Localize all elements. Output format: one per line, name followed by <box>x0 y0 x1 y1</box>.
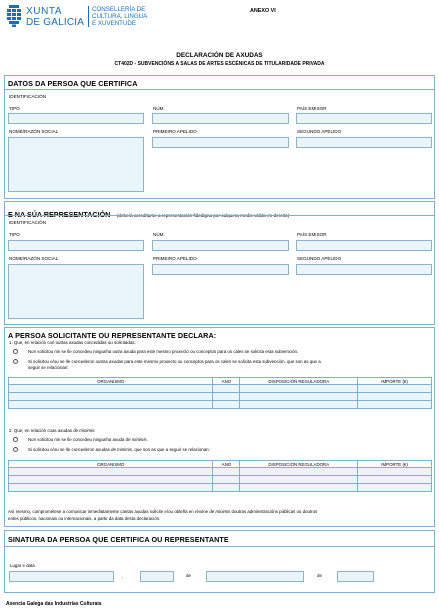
table-row <box>9 476 432 484</box>
aid-table-1-header-organismo: ORGANISMO <box>9 378 213 385</box>
q2-text-italic: de minimis <box>73 428 95 433</box>
aid-cell[interactable] <box>240 468 358 476</box>
footer-agency: Axencia Galega das Industrias Culturais <box>6 601 102 607</box>
aid-cell[interactable] <box>9 393 213 401</box>
q2-opt1-suffix: . <box>146 437 148 442</box>
representative-heading-divider <box>4 215 435 216</box>
representative-nome-label: NOME/RAZÓN SOCIAL <box>9 256 59 261</box>
aid-cell[interactable] <box>240 401 358 409</box>
certifier-pais-label: PAÍS EMISOR <box>297 106 327 111</box>
certifier-nome-field[interactable] <box>8 137 144 192</box>
q1-option-yes-label-line1: Si solicitou e/ou se lle concederon outras axudas para este mesmo proxecto ou conceptos para os cales se solicita esta subvención, que son as que a <box>28 359 321 364</box>
q2-opt1-prefix: Non solicitou nin se lle concedeu ningunha axuda <box>28 437 126 442</box>
commitment-line-1 <box>8 509 317 515</box>
declaration-section <box>4 327 435 527</box>
aid-cell[interactable] <box>213 468 240 476</box>
representative-num-field[interactable] <box>152 240 289 251</box>
aid-table-1 <box>8 377 432 409</box>
table-row <box>9 401 432 409</box>
dept-line-2: CULTURA, LINGUA <box>92 13 148 20</box>
commit-text-1: Así mesmo, comprométese a comunicar inmediatamente cantas axudas solicite e/ou obteña en réxime <box>8 509 210 514</box>
representative-num-label: NÚM. <box>153 232 165 237</box>
place-date-label: Lugar e data <box>10 563 35 568</box>
aid-cell[interactable] <box>213 476 240 484</box>
declaration-q1: 1. Que, en relación con outras axudas concedidas ou solicitadas: <box>9 340 136 345</box>
certifier-apelido2-label: SEGUNDO APELIDO <box>297 129 342 134</box>
representative-apelido1-field[interactable] <box>152 264 289 275</box>
representative-apelido2-label: SEGUNDO APELIDO <box>297 256 342 261</box>
aid-table-1-header-disposicion: DISPOSICIÓN REGULADORA <box>240 378 358 385</box>
certifier-nome-label: NOME/RAZÓN SOCIAL <box>9 129 59 134</box>
document-subtitle: CT402D - SUBVENCIÓNS A SALAS DE ARTES ESCÉNICAS DE TITULARIDADE PRIVADA <box>114 61 325 67</box>
certifier-num-label: NÚM. <box>153 106 165 111</box>
q2-text-suffix: : <box>94 428 96 433</box>
aid-table-1-header-importe: IMPORTE (€) <box>358 378 432 385</box>
dept-line-3: E XUVENTUDE <box>92 20 137 27</box>
certifier-apelido2-field[interactable] <box>296 137 432 148</box>
certifier-num-field[interactable] <box>152 113 289 124</box>
month-field[interactable] <box>206 571 304 582</box>
q2-option-none-label <box>28 437 148 443</box>
aid-table-1-header-ano: ANO <box>213 378 240 385</box>
aid-cell[interactable] <box>358 393 432 401</box>
table-row <box>9 468 432 476</box>
commitment-line-2: entes públicos, nacionais ou internacionais, a partir da data desta declaración. <box>8 516 161 521</box>
aid-cell[interactable] <box>240 385 358 393</box>
representative-heading-row <box>8 204 289 222</box>
aid-cell[interactable] <box>358 468 432 476</box>
representative-apelido1-label: PRIMEIRO APELIDO <box>153 256 197 261</box>
date-de-2: de <box>317 573 322 578</box>
aid-cell[interactable] <box>213 393 240 401</box>
aid-cell[interactable] <box>9 476 213 484</box>
certifier-identification-label: IDENTIFICACIÓN <box>9 94 47 99</box>
place-date-comma: , <box>122 574 124 579</box>
aid-table-2-header-organismo: ORGANISMO <box>9 461 213 468</box>
q2-opt1-italic: de minimis <box>125 437 147 442</box>
q2-option-yes-label <box>28 447 210 453</box>
logo-xunta: XUNTA <box>26 6 63 17</box>
aid-cell[interactable] <box>9 385 213 393</box>
certifier-heading: DATOS DA PERSOA QUE CERTIFICA <box>8 79 138 88</box>
certifier-tipo-label: TIPO <box>9 106 20 111</box>
q2-text-prefix: 2. Que, en relación coas axudas <box>9 428 74 433</box>
representative-apelido2-field[interactable] <box>296 264 432 275</box>
date-de-1: de <box>186 573 191 578</box>
logo-divider <box>88 6 89 27</box>
aid-cell[interactable] <box>213 484 240 492</box>
table-row <box>9 393 432 401</box>
representative-pais-field[interactable] <box>296 240 432 251</box>
q1-option-yes-label-line2: seguir se relacionan: <box>28 365 69 370</box>
representative-nome-field[interactable] <box>8 264 144 319</box>
table-row <box>9 484 432 492</box>
representative-pais-label: PAÍS EMISOR <box>297 232 327 237</box>
declaration-heading: A PERSOA SOLICITANTE OU REPRESENTANTE DECLARA: <box>8 331 217 340</box>
aid-table-1-header-row <box>9 378 432 385</box>
xunta-emblem-icon <box>6 5 22 27</box>
table-row <box>9 385 432 393</box>
commit-text-2: doutras administracións públicas ou doutros <box>230 509 318 514</box>
q2-opt2-suffix: , que son as que a seguir se relacionan: <box>131 447 210 452</box>
aid-cell[interactable] <box>213 401 240 409</box>
certifier-pais-field[interactable] <box>296 113 432 124</box>
q2-opt2-italic: de minimis <box>111 447 132 452</box>
aid-table-2-header-importe: IMPORTE (€) <box>358 461 432 468</box>
aid-cell[interactable] <box>358 385 432 393</box>
aid-cell[interactable] <box>9 401 213 409</box>
q2-option-none-radio[interactable] <box>13 437 18 442</box>
aid-cell[interactable] <box>9 484 213 492</box>
year-field[interactable] <box>337 571 374 582</box>
aid-cell[interactable] <box>240 393 358 401</box>
signature-heading-divider <box>4 546 435 547</box>
aid-cell[interactable] <box>240 476 358 484</box>
certifier-heading-divider <box>4 89 435 90</box>
q2-opt2-prefix: Si solicitou e/ou se lle concederon axudas <box>28 447 111 452</box>
representative-tipo-field[interactable] <box>8 240 144 251</box>
certifier-apelido1-field[interactable] <box>152 137 289 148</box>
document-title: DECLARACIÓN DE AXUDAS <box>176 52 263 59</box>
aid-cell[interactable] <box>358 401 432 409</box>
aid-cell[interactable] <box>358 484 432 492</box>
aid-table-2-header-row <box>9 461 432 468</box>
q2-option-yes-radio[interactable] <box>13 447 18 452</box>
logo-galicia: DE GALICIA <box>26 17 85 28</box>
commit-text-italic: de minimis <box>209 509 231 514</box>
signature-heading: SINATURA DA PERSOA QUE CERTIFICA OU REPRESENTANTE <box>8 535 229 544</box>
q1-option-none-label: Non solicitou nin se lle concedeu ningunha outra axuda para este mesmo proxecto ou conceptos para os cales se solicita esta subvención. <box>28 349 299 354</box>
aid-table-2-header-disposicion: DISPOSICIÓN REGULADORA <box>240 461 358 468</box>
certifier-apelido1-label: PRIMEIRO APELIDO <box>153 129 197 134</box>
q1-option-none-radio[interactable] <box>13 349 18 354</box>
place-field[interactable] <box>9 571 114 582</box>
certifier-tipo-field[interactable] <box>8 113 144 124</box>
dept-line-1: CONSELLERÍA DE <box>92 6 146 13</box>
aid-table-2 <box>8 460 432 492</box>
aid-cell[interactable] <box>9 468 213 476</box>
declaration-q2 <box>9 428 95 434</box>
q1-option-yes-radio[interactable] <box>13 359 18 364</box>
aid-cell[interactable] <box>240 484 358 492</box>
aid-cell[interactable] <box>358 476 432 484</box>
aid-table-2-header-ano: ANO <box>213 461 240 468</box>
aid-cell[interactable] <box>213 385 240 393</box>
annex-label: ANEXO VI <box>250 8 276 14</box>
day-field[interactable] <box>140 571 174 582</box>
representative-identification-label: IDENTIFICACIÓN <box>9 220 47 225</box>
representative-tipo-label: TIPO <box>9 232 20 237</box>
